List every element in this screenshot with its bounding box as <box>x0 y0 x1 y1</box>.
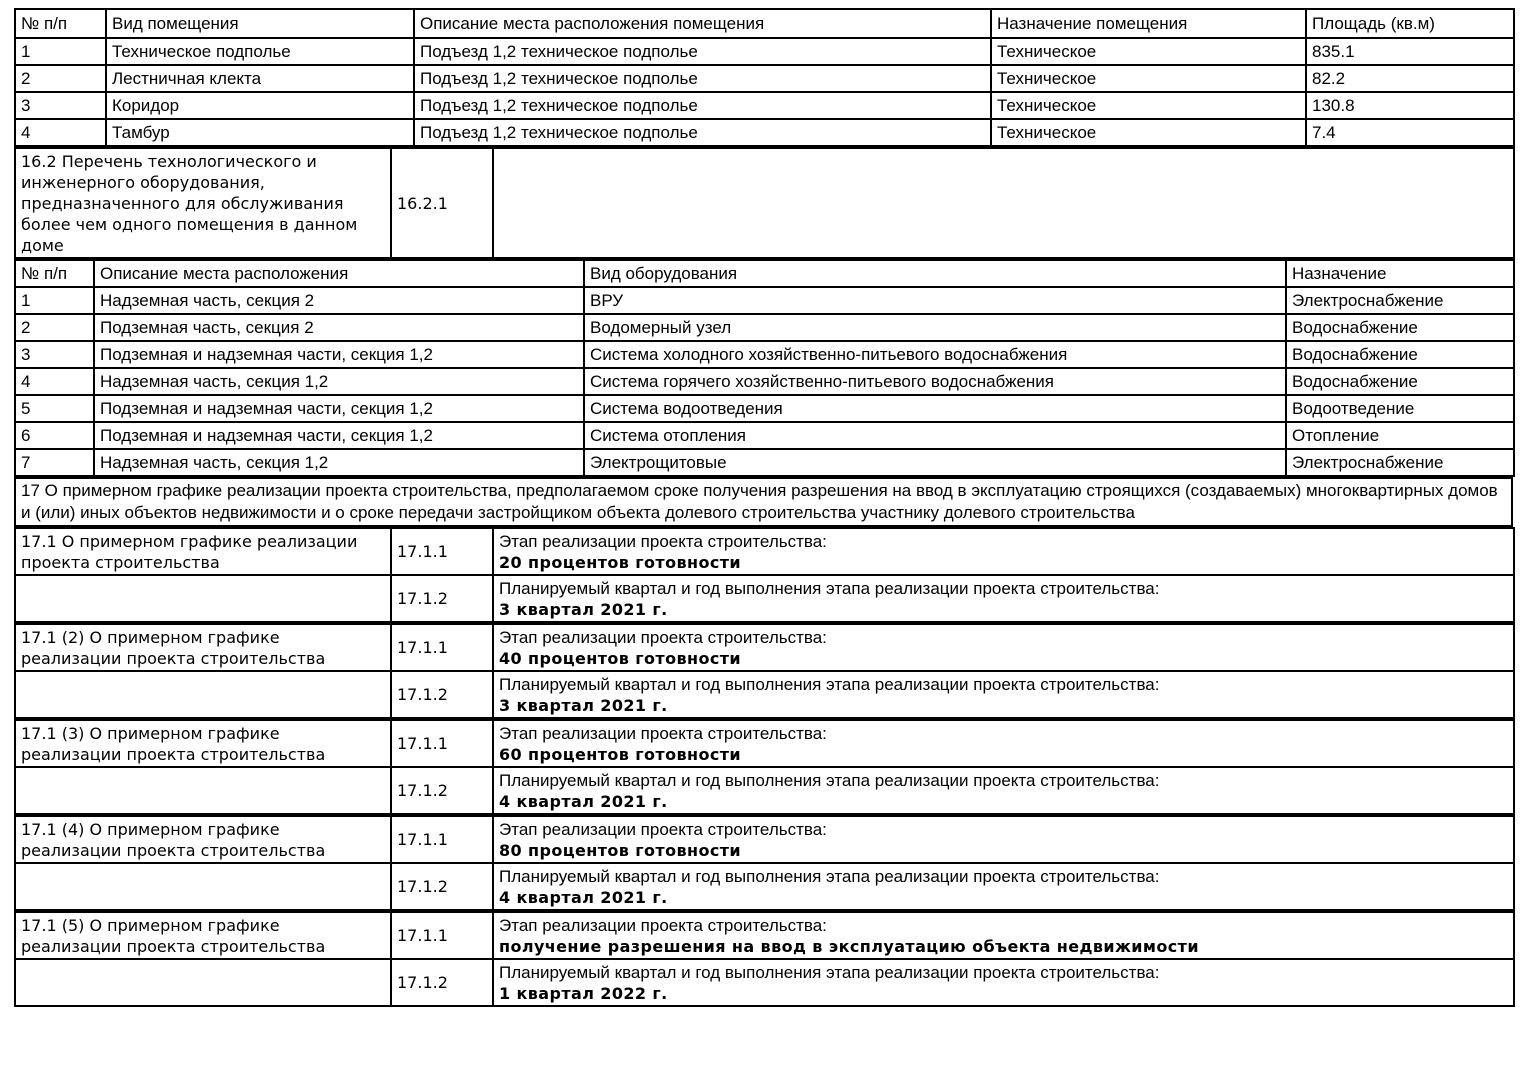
premises-cell-area: 7.4 <box>1306 119 1514 146</box>
premises-cell-purpose: Техническое <box>991 38 1306 65</box>
premises-cell-area: 82.2 <box>1306 65 1514 92</box>
equipment-row <box>15 395 1514 422</box>
premises-header-row <box>15 9 1514 38</box>
schedule-row <box>15 575 1514 622</box>
schedule-group <box>14 911 1515 1007</box>
premises-row <box>15 38 1514 65</box>
equipment-col-header-kind: Вид оборудования <box>584 260 1286 287</box>
premises-cell-location: Подъезд 1,2 техническое подполье <box>414 38 991 65</box>
stage-value: 3 квартал 2021 г. <box>499 600 668 619</box>
equipment-cell-location: Надземная часть, секция 1,2 <box>94 368 584 395</box>
section-16-2-block <box>14 147 1515 259</box>
premises-cell-type: Техническое подполье <box>106 38 414 65</box>
stage-caption: Планируемый квартал и год выполнения этапа реализации проекта строительства: <box>499 579 1160 598</box>
equipment-header-row <box>15 260 1514 287</box>
stage-value: 80 процентов готовности <box>499 841 742 860</box>
premises-cell-purpose: Техническое <box>991 119 1306 146</box>
equipment-cell-location: Подземная и надземная части, секция 1,2 <box>94 422 584 449</box>
stage-content <box>493 863 1514 910</box>
schedule-group <box>14 815 1515 911</box>
stage-value: получение разрешения на ввод в эксплуатацию объекта недвижимости <box>499 937 1199 956</box>
equipment-table <box>14 259 1515 477</box>
premises-table <box>14 8 1515 147</box>
equipment-cell-num: 4 <box>15 368 94 395</box>
group-label-empty <box>15 671 391 718</box>
group-label-empty <box>15 575 391 622</box>
equipment-cell-purpose: Отопление <box>1286 422 1514 449</box>
equipment-cell-location: Подземная и надземная части, секция 1,2 <box>94 341 584 368</box>
equipment-cell-num: 1 <box>15 287 94 314</box>
schedule-row <box>15 912 1514 959</box>
group-label-empty <box>15 767 391 814</box>
premises-col-header-num: № п/п <box>15 9 106 38</box>
premises-cell-type: Коридор <box>106 92 414 119</box>
section-16-2-code: 16.2.1 <box>391 148 493 258</box>
stage-content <box>493 575 1514 622</box>
stage-code: 17.1.1 <box>391 912 493 959</box>
equipment-cell-num: 7 <box>15 449 94 476</box>
premises-cell-location: Подъезд 1,2 техническое подполье <box>414 92 991 119</box>
stage-caption: Этап реализации проекта строительства: <box>499 628 827 647</box>
section-16-2-label: 16.2 Перечень технологического и инженерного оборудования, предназначенного для обслуживания более чем одного помещения в данном доме <box>15 148 391 258</box>
stage-content <box>493 767 1514 814</box>
equipment-cell-purpose: Водоснабжение <box>1286 341 1514 368</box>
premises-col-header-purpose: Назначение помещения <box>991 9 1306 38</box>
premises-cell-purpose: Техническое <box>991 92 1306 119</box>
equipment-cell-kind: Система горячего хозяйственно-питьевого водоснабжения <box>584 368 1286 395</box>
stage-content <box>493 912 1514 959</box>
stage-value: 60 процентов готовности <box>499 745 742 764</box>
stage-content <box>493 528 1514 575</box>
premises-row <box>15 65 1514 92</box>
equipment-col-header-location: Описание места расположения <box>94 260 584 287</box>
schedule-row <box>15 528 1514 575</box>
schedule-row <box>15 767 1514 814</box>
stage-caption: Планируемый квартал и год выполнения этапа реализации проекта строительства: <box>499 963 1160 982</box>
section-17-heading: 17 О примерном графике реализации проекта строительства, предполагаемом сроке получения разрешения на ввод в эксплуатацию строящихся (создаваемых) многоквартирных домов и (или) иных объектов недвижимости и о сроке передачи застройщиком объекта долевого строительства участнику долевого строительства <box>14 477 1513 527</box>
group-label-empty <box>15 959 391 1006</box>
equipment-cell-num: 2 <box>15 314 94 341</box>
equipment-col-header-num: № п/п <box>15 260 94 287</box>
equipment-cell-num: 6 <box>15 422 94 449</box>
section-16-2-row <box>15 148 1514 258</box>
equipment-cell-kind: Система отопления <box>584 422 1286 449</box>
equipment-cell-kind: Электрощитовые <box>584 449 1286 476</box>
premises-cell-location: Подъезд 1,2 техническое подполье <box>414 65 991 92</box>
stage-content <box>493 671 1514 718</box>
schedule-row <box>15 720 1514 767</box>
equipment-cell-kind: Система холодного хозяйственно-питьевого водоснабжения <box>584 341 1286 368</box>
stage-value: 4 квартал 2021 г. <box>499 792 668 811</box>
equipment-cell-location: Надземная часть, секция 1,2 <box>94 449 584 476</box>
stage-code: 17.1.2 <box>391 863 493 910</box>
stage-content <box>493 624 1514 671</box>
group-label: 17.1 (3) О примерном графике реализации проекта строительства <box>15 720 391 767</box>
stage-code: 17.1.1 <box>391 624 493 671</box>
equipment-cell-purpose: Водоотведение <box>1286 395 1514 422</box>
premises-cell-location: Подъезд 1,2 техническое подполье <box>414 119 991 146</box>
declaration-document <box>14 8 1513 1007</box>
equipment-cell-kind: Водомерный узел <box>584 314 1286 341</box>
premises-col-header-area: Площадь (кв.м) <box>1306 9 1514 38</box>
equipment-row <box>15 314 1514 341</box>
equipment-cell-location: Подземная и надземная части, секция 1,2 <box>94 395 584 422</box>
stage-caption: Планируемый квартал и год выполнения этапа реализации проекта строительства: <box>499 675 1160 694</box>
equipment-row <box>15 368 1514 395</box>
premises-row <box>15 92 1514 119</box>
schedule-group <box>14 623 1515 719</box>
equipment-cell-kind: ВРУ <box>584 287 1286 314</box>
premises-cell-area: 835.1 <box>1306 38 1514 65</box>
stage-caption: Планируемый квартал и год выполнения этапа реализации проекта строительства: <box>499 867 1160 886</box>
premises-cell-num: 1 <box>15 38 106 65</box>
stage-code: 17.1.1 <box>391 816 493 863</box>
equipment-row <box>15 449 1514 476</box>
stage-content <box>493 816 1514 863</box>
equipment-cell-purpose: Электроснабжение <box>1286 449 1514 476</box>
group-label-empty <box>15 863 391 910</box>
schedule-row <box>15 816 1514 863</box>
premises-cell-type: Лестничная клекта <box>106 65 414 92</box>
stage-caption: Этап реализации проекта строительства: <box>499 532 827 551</box>
premises-col-header-type: Вид помещения <box>106 9 414 38</box>
stage-caption: Этап реализации проекта строительства: <box>499 724 827 743</box>
stage-caption: Этап реализации проекта строительства: <box>499 820 827 839</box>
equipment-cell-location: Подземная часть, секция 2 <box>94 314 584 341</box>
equipment-cell-location: Надземная часть, секция 2 <box>94 287 584 314</box>
group-label: 17.1 (2) О примерном графике реализации проекта строительства <box>15 624 391 671</box>
schedule-row <box>15 863 1514 910</box>
premises-cell-type: Тамбур <box>106 119 414 146</box>
equipment-col-header-purpose: Назначение <box>1286 260 1514 287</box>
stage-code: 17.1.2 <box>391 767 493 814</box>
equipment-cell-purpose: Водоснабжение <box>1286 368 1514 395</box>
stage-value: 1 квартал 2022 г. <box>499 984 668 1003</box>
equipment-row <box>15 341 1514 368</box>
stage-code: 17.1.2 <box>391 575 493 622</box>
schedule-row <box>15 671 1514 718</box>
section-16-2-value <box>493 148 1514 258</box>
equipment-row <box>15 422 1514 449</box>
equipment-cell-num: 5 <box>15 395 94 422</box>
stage-code: 17.1.2 <box>391 959 493 1006</box>
premises-cell-num: 4 <box>15 119 106 146</box>
schedule-row <box>15 624 1514 671</box>
stage-caption: Планируемый квартал и год выполнения этапа реализации проекта строительства: <box>499 771 1160 790</box>
stage-caption: Этап реализации проекта строительства: <box>499 916 827 935</box>
premises-cell-area: 130.8 <box>1306 92 1514 119</box>
schedule-row <box>15 959 1514 1006</box>
stage-value: 20 процентов готовности <box>499 553 742 572</box>
stage-value: 3 квартал 2021 г. <box>499 696 668 715</box>
group-label: 17.1 О примерном графике реализации проекта строительства <box>15 528 391 575</box>
stage-code: 17.1.1 <box>391 720 493 767</box>
group-label: 17.1 (4) О примерном графике реализации проекта строительства <box>15 816 391 863</box>
equipment-cell-num: 3 <box>15 341 94 368</box>
premises-cell-num: 3 <box>15 92 106 119</box>
stage-content <box>493 959 1514 1006</box>
stage-code: 17.1.2 <box>391 671 493 718</box>
equipment-cell-kind: Система водоотведения <box>584 395 1286 422</box>
premises-cell-num: 2 <box>15 65 106 92</box>
stage-content <box>493 720 1514 767</box>
premises-cell-purpose: Техническое <box>991 65 1306 92</box>
stage-value: 4 квартал 2021 г. <box>499 888 668 907</box>
group-label: 17.1 (5) О примерном графике реализации проекта строительства <box>15 912 391 959</box>
equipment-cell-purpose: Водоснабжение <box>1286 314 1514 341</box>
stage-value: 40 процентов готовности <box>499 649 742 668</box>
equipment-row <box>15 287 1514 314</box>
schedule-group <box>14 527 1515 623</box>
stage-code: 17.1.1 <box>391 528 493 575</box>
premises-row <box>15 119 1514 146</box>
premises-col-header-location: Описание места расположения помещения <box>414 9 991 38</box>
schedule-group <box>14 719 1515 815</box>
equipment-cell-purpose: Электроснабжение <box>1286 287 1514 314</box>
